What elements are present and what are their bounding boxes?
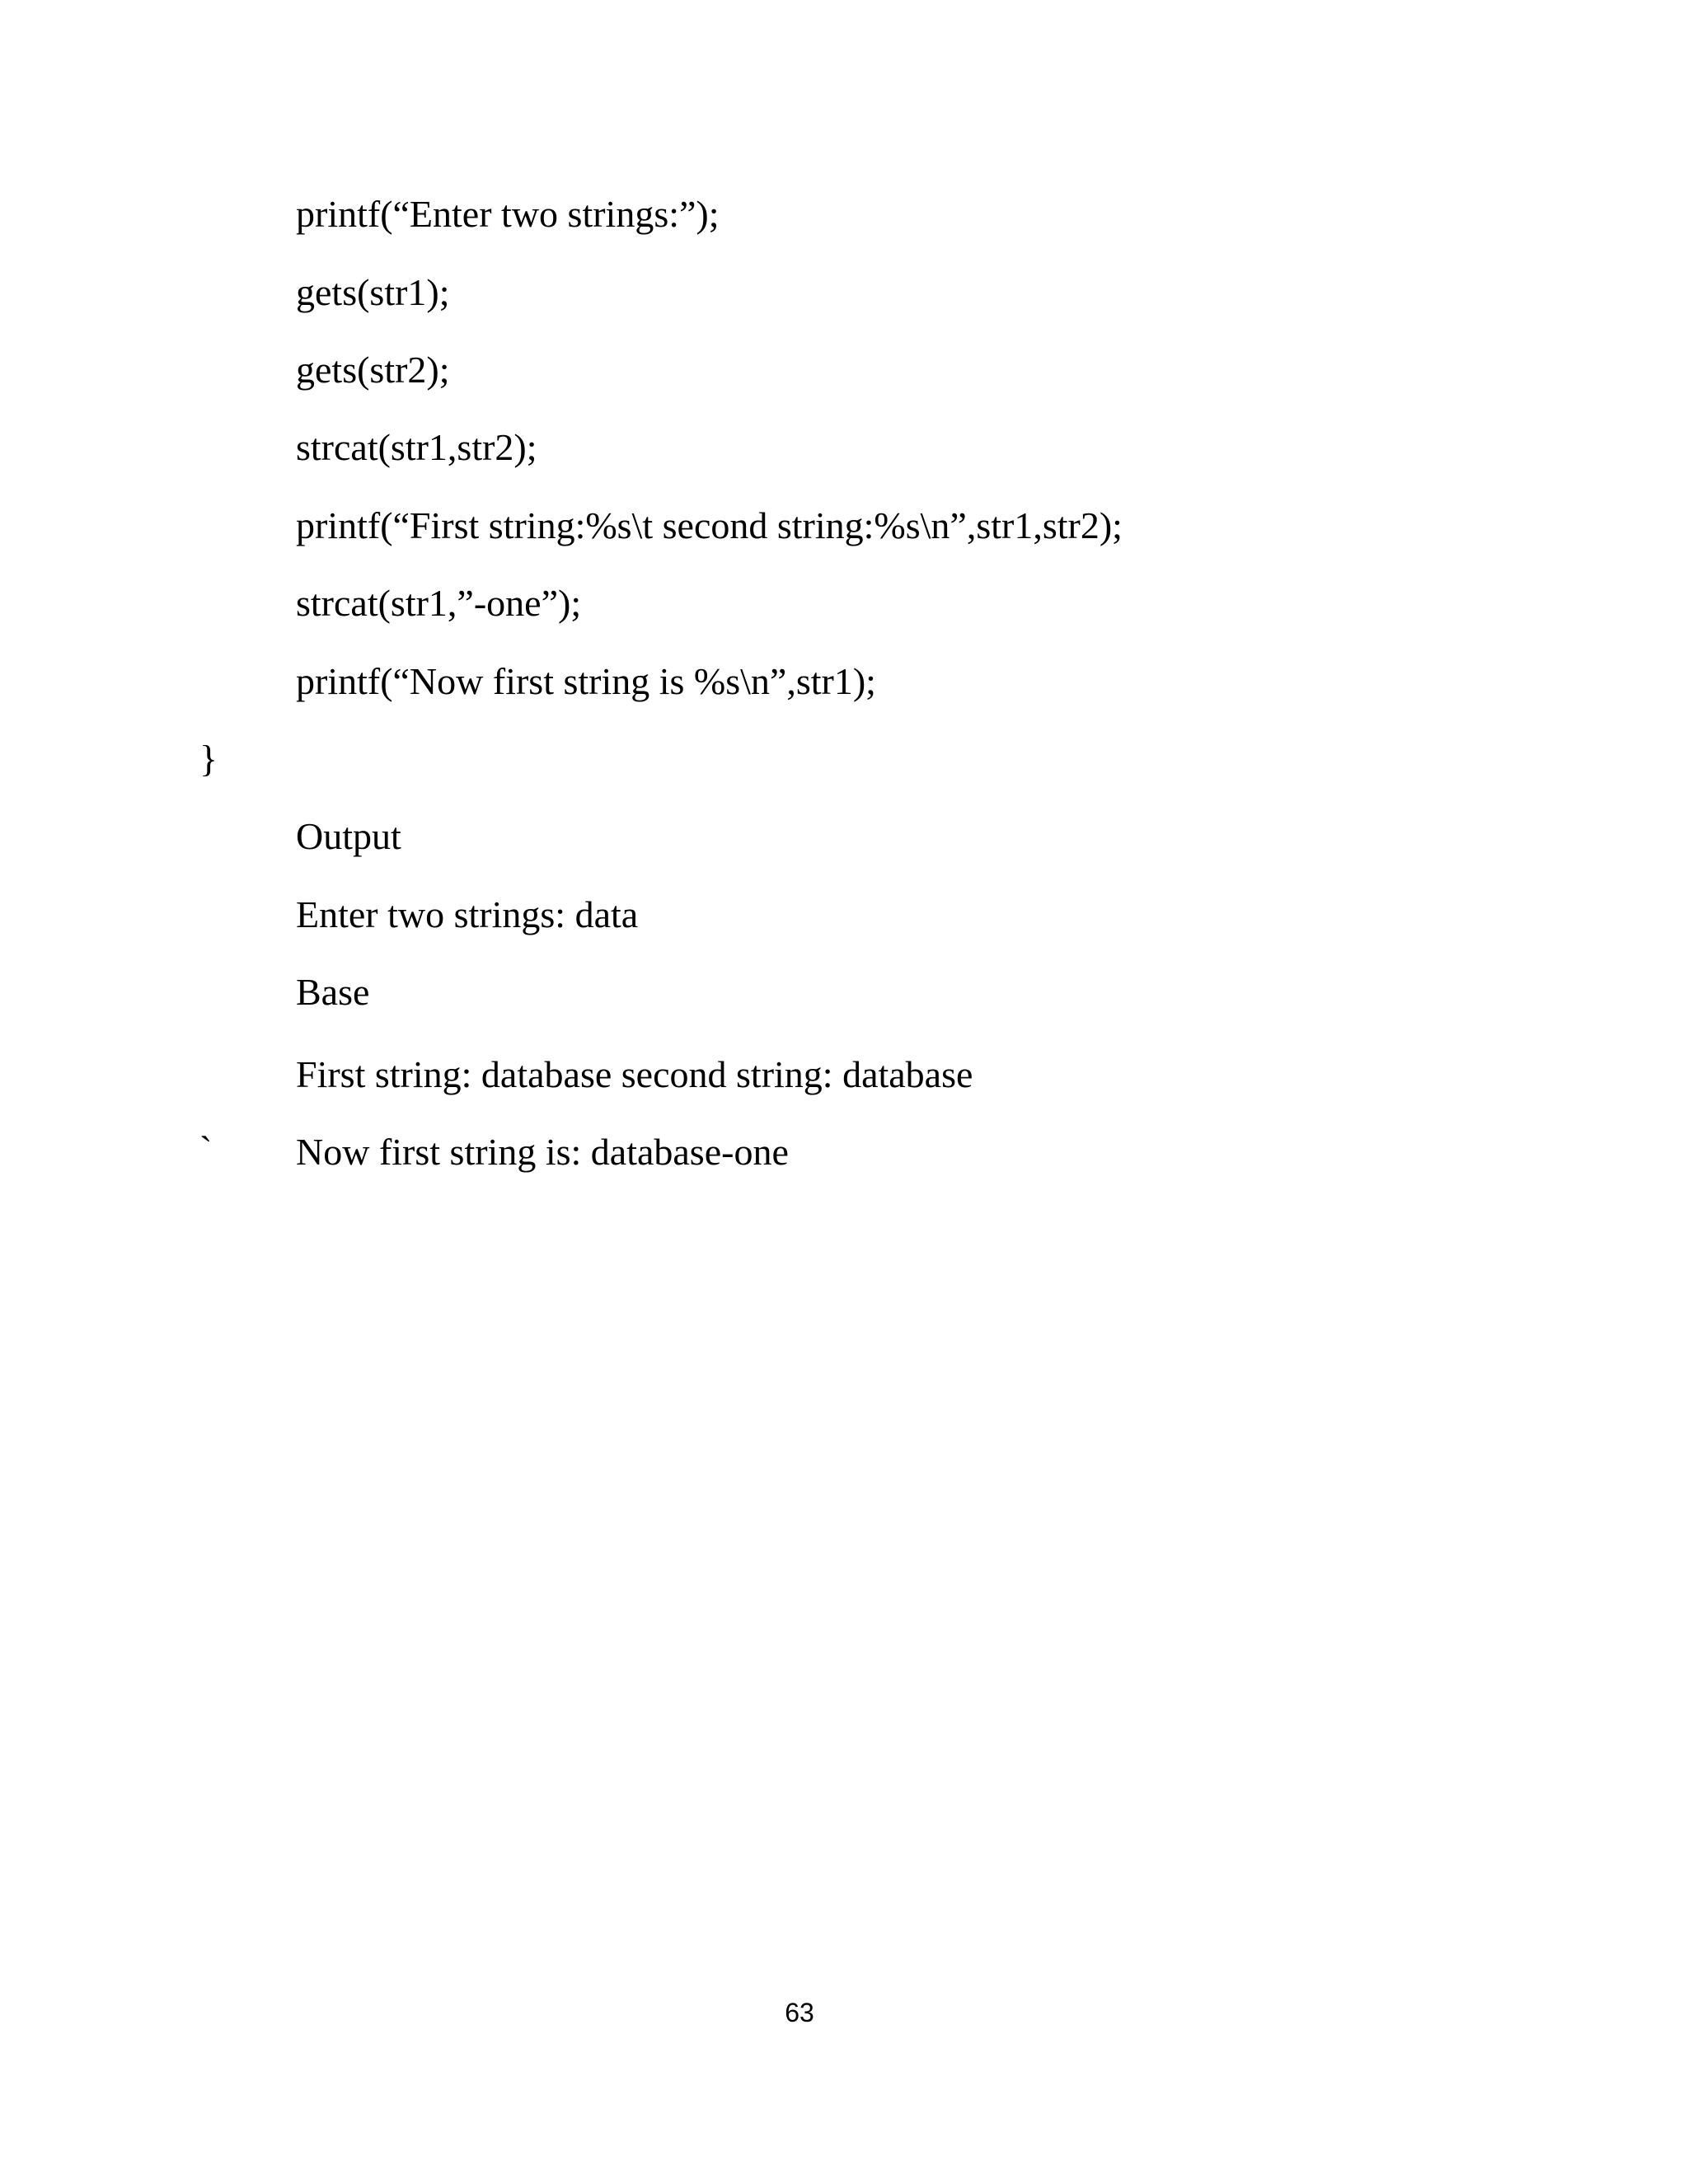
code-line: strcat(str1,”-one”);: [296, 582, 582, 624]
output-line: Base: [296, 971, 370, 1013]
code-line: gets(str2);: [296, 349, 450, 391]
code-line: printf(“Now first string is %s\n”,str1);: [296, 660, 876, 702]
output-line: Now first string is: database-one: [296, 1131, 789, 1173]
output-heading: Output: [296, 815, 401, 857]
page-number: 63: [785, 1998, 814, 2027]
output-line: First string: database second string: database: [296, 1053, 973, 1095]
stray-mark: `: [199, 1128, 213, 1170]
output-line: Enter two strings: data: [296, 893, 639, 935]
code-line: strcat(str1,str2);: [296, 426, 537, 468]
code-line: printf(“Enter two strings:”);: [296, 193, 720, 235]
code-line: printf(“First string:%s\t second string:%s\n”,str1,str2);: [296, 504, 1123, 546]
closing-brace: }: [199, 738, 218, 780]
code-line: gets(str1);: [296, 271, 450, 313]
